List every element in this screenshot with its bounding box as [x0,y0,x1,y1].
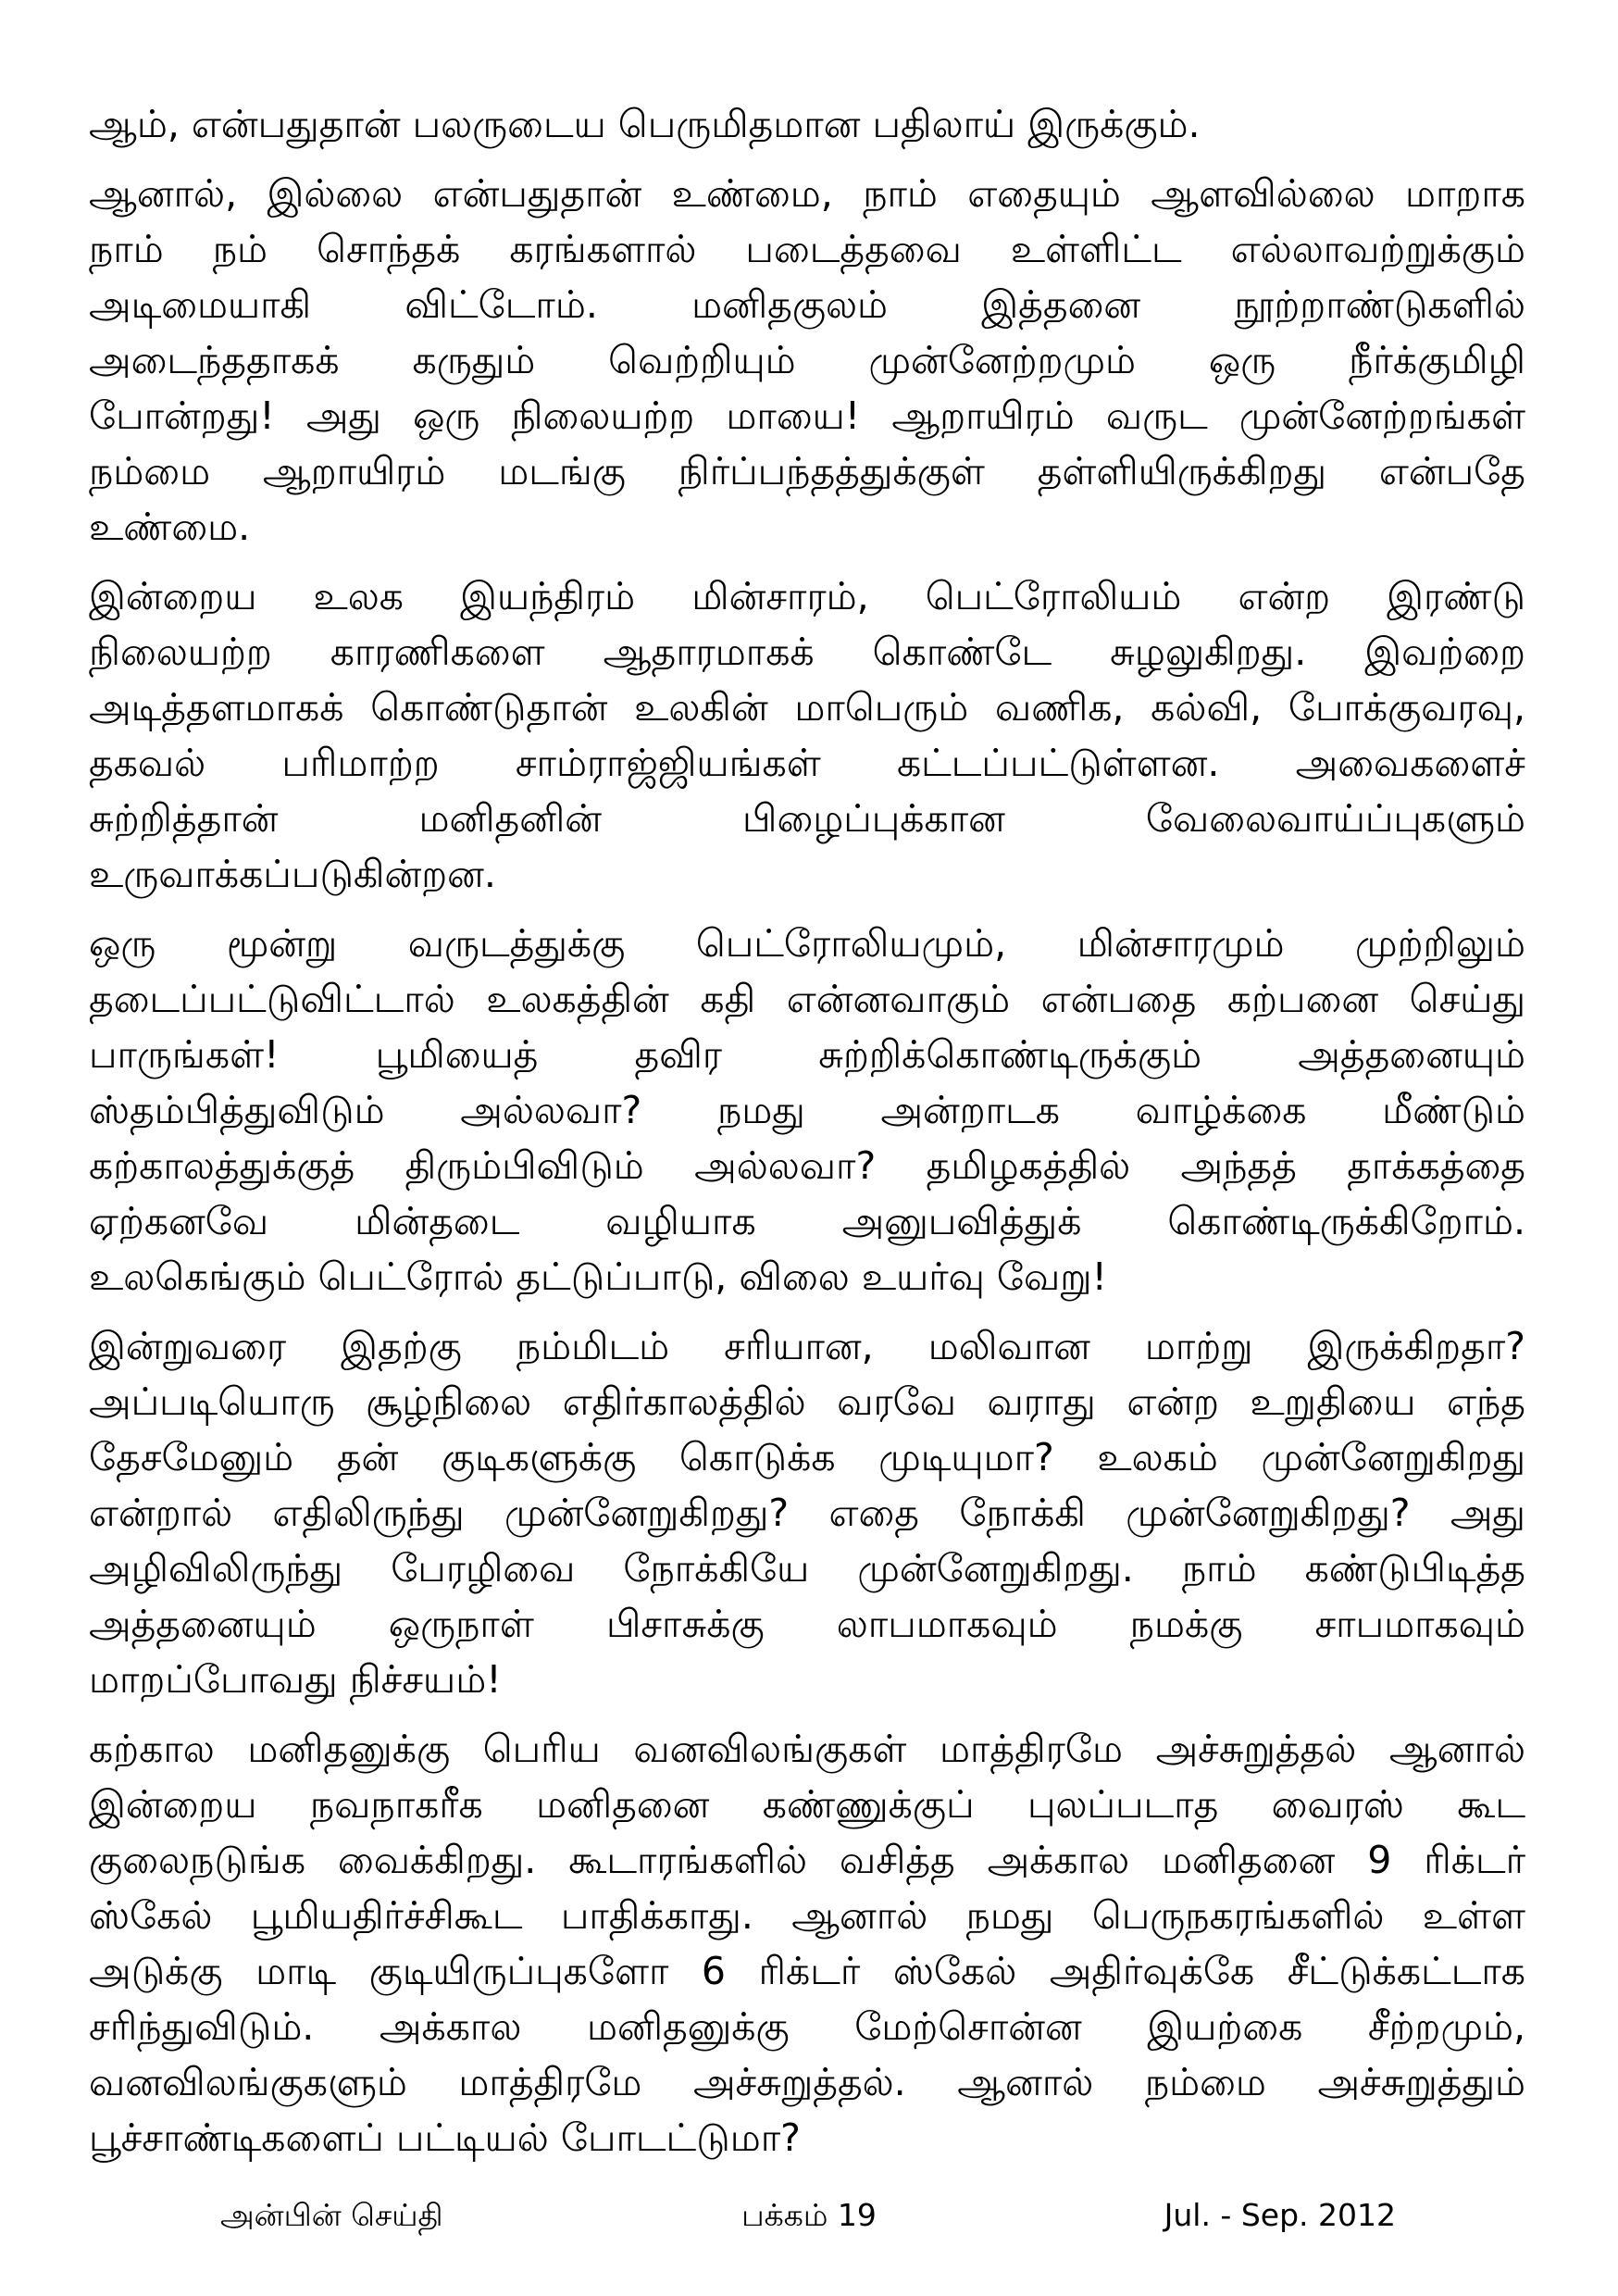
text-line: அழிவிலிருந்து பேரழிவை நோக்கியே முன்னேறுகிறது. நாம் கண்டுபிடித்த [89,1546,1525,1591]
text-line: உருவாக்கப்படுகின்றன. [89,852,496,896]
text-line: ஸ்கேல் பூமியதிர்ச்சிகூட பாதிக்காது. ஆனால் நமது பெருநகரங்களில் உள்ள [89,1893,1525,1938]
text-line: கற்கால மனிதனுக்கு பெரிய வனவிலங்குகள் மாத்திரமே அச்சுறுத்தல் ஆனால் [89,1727,1525,1771]
text-line: வனவிலங்குகளும் மாத்திரமே அச்சுறுத்தல். ஆனால் நம்மை அச்சுறுத்தும் [89,2060,1525,2104]
text-line: இன்றுவரை இதற்கு நம்மிடம் சரியான, மலிவான மாற்று இருக்கிறதா? [89,1324,1525,1368]
paragraph [89,568,1525,902]
footer-journal-title: அன்பின் செய்தி [220,2197,443,2233]
paragraph [89,166,1525,555]
text-line: உலகெங்கும் பெட்ரோல் தட்டுப்பாடு, விலை உயர்வு வேறு! [89,1254,1107,1299]
text-line: தகவல் பரிமாற்ற சாம்ராஜ்ஜியங்கள் கட்டப்பட்டுள்ளன. அவைகளைச் [89,741,1525,785]
text-line: சரிந்துவிடும். அக்கால மனிதனுக்கு மேற்சொன்ன இயற்கை சீற்றமும், [89,2004,1525,2049]
text-line: பூச்சாண்டிகளைப் பட்டியல் போடட்டுமா? [89,2115,801,2160]
text-line: பாருங்கள்! பூமியைத் தவிர சுற்றிக்கொண்டிருக்கும் அத்தனையும் [89,1032,1525,1077]
text-line: கற்காலத்துக்குத் திரும்பிவிடும் அல்லவா? தமிழகத்தில் அந்தத் தாக்கத்தை [89,1143,1526,1188]
text-line: அப்படியொரு சூழ்நிலை எதிர்காலத்தில் வரவே வராது என்ற உறுதியை எந்த [89,1379,1525,1424]
text-line: அடைந்ததாகக் கருதும் வெற்றியும் முன்னேற்றமும் ஒரு நீர்க்குமிழி [89,338,1525,382]
text-line: இன்றைய உலக இயந்திரம் மின்சாரம், பெட்ரோலியம் என்ற இரண்டு [89,574,1525,618]
text-line: மாறப்போவது நிச்சயம்! [89,1657,502,1702]
text-line: அத்தனையும் ஒருநாள் பிசாசுக்கு லாபமாகவும் நமக்கு சாபமாகவும் [89,1602,1525,1646]
paragraph [89,916,1525,1304]
text-line: போன்றது! அது ஒரு நிலையற்ற மாயை! ஆறாயிரம் வருட முன்னேற்றங்கள் [89,393,1525,438]
text-line: ஏற்கனவே மின்தடை வழியாக அனுபவித்துக் கொண்டிருக்கிறோம். [89,1199,1525,1243]
footer-date: Jul. - Sep. 2012 [1164,2197,1396,2233]
page-footer [0,2192,1618,2239]
text-line: உண்மை. [89,505,251,549]
text-line: அடுக்கு மாடி குடியிருப்புகளோ 6 ரிக்டர் ஸ்கேல் அதிர்வுக்கே சீட்டுக்கட்டாக [89,1949,1525,1993]
text-line: ஸ்தம்பித்துவிடும் அல்லவா? நமது அன்றாடக வாழ்க்கை மீண்டும் [89,1088,1525,1132]
text-line: குலைநடுங்க வைக்கிறது. கூடாரங்களில் வசித்த அக்கால மனிதனை 9 ரிக்டர் [89,1838,1525,1882]
text-line: சுற்றித்தான் மனிதனின் பிழைப்புக்கான வேலைவாய்ப்புகளும் [89,796,1525,841]
paragraph [89,1318,1525,1707]
text-line: அடிமையாகி விட்டோம். மனிதகுலம் இத்தனை நூற்றாண்டுகளில் [89,282,1525,327]
text-line: ஒரு மூன்று வருடத்துக்கு பெட்ரோலியமும், மின்சாரமும் முற்றிலும் [89,921,1525,966]
paragraph [89,1721,1525,2165]
text-line: ஆம், என்பதுதான் பலருடைய பெருமிதமான பதிலாய் இருக்கும். [89,102,1201,146]
text-line: நிலையற்ற காரணிகளை ஆதாரமாகக் கொண்டே சுழலுகிறது. இவற்றை [89,630,1525,674]
footer-page-number: பக்கம் 19 [741,2197,877,2233]
text-line: அடித்தளமாகக் கொண்டுதான் உலகின் மாபெரும் வணிக, கல்வி, போக்குவரவு, [89,685,1525,730]
text-line: தேசமேனும் தன் குடிகளுக்கு கொடுக்க முடியுமா? உலகம் முன்னேறுகிறது [89,1435,1525,1479]
text-line: என்றால் எதிலிருந்து முன்னேறுகிறது? எதை நோக்கி முன்னேறுகிறது? அது [89,1491,1525,1535]
text-line: நாம் நம் சொந்தக் கரங்களால் படைத்தவை உள்ளிட்ட எல்லாவற்றுக்கும் [89,227,1525,271]
text-line: இன்றைய நவநாகரீக மனிதனை கண்ணுக்குப் புலப்படாத வைரஸ் கூட [89,1782,1525,1827]
content [89,96,1525,2179]
paragraph [89,96,1525,152]
text-line: ஆனால், இல்லை என்பதுதான் உண்மை, நாம் எதையும் ஆளவில்லை மாறாக [89,171,1525,216]
text-line: நம்மை ஆறாயிரம் மடங்கு நிர்ப்பந்தத்துக்குள் தள்ளியிருக்கிறது என்பதே [89,449,1525,493]
text-line: தடைப்பட்டுவிட்டால் உலகத்தின் கதி என்னவாகும் என்பதை கற்பனை செய்து [89,977,1525,1021]
